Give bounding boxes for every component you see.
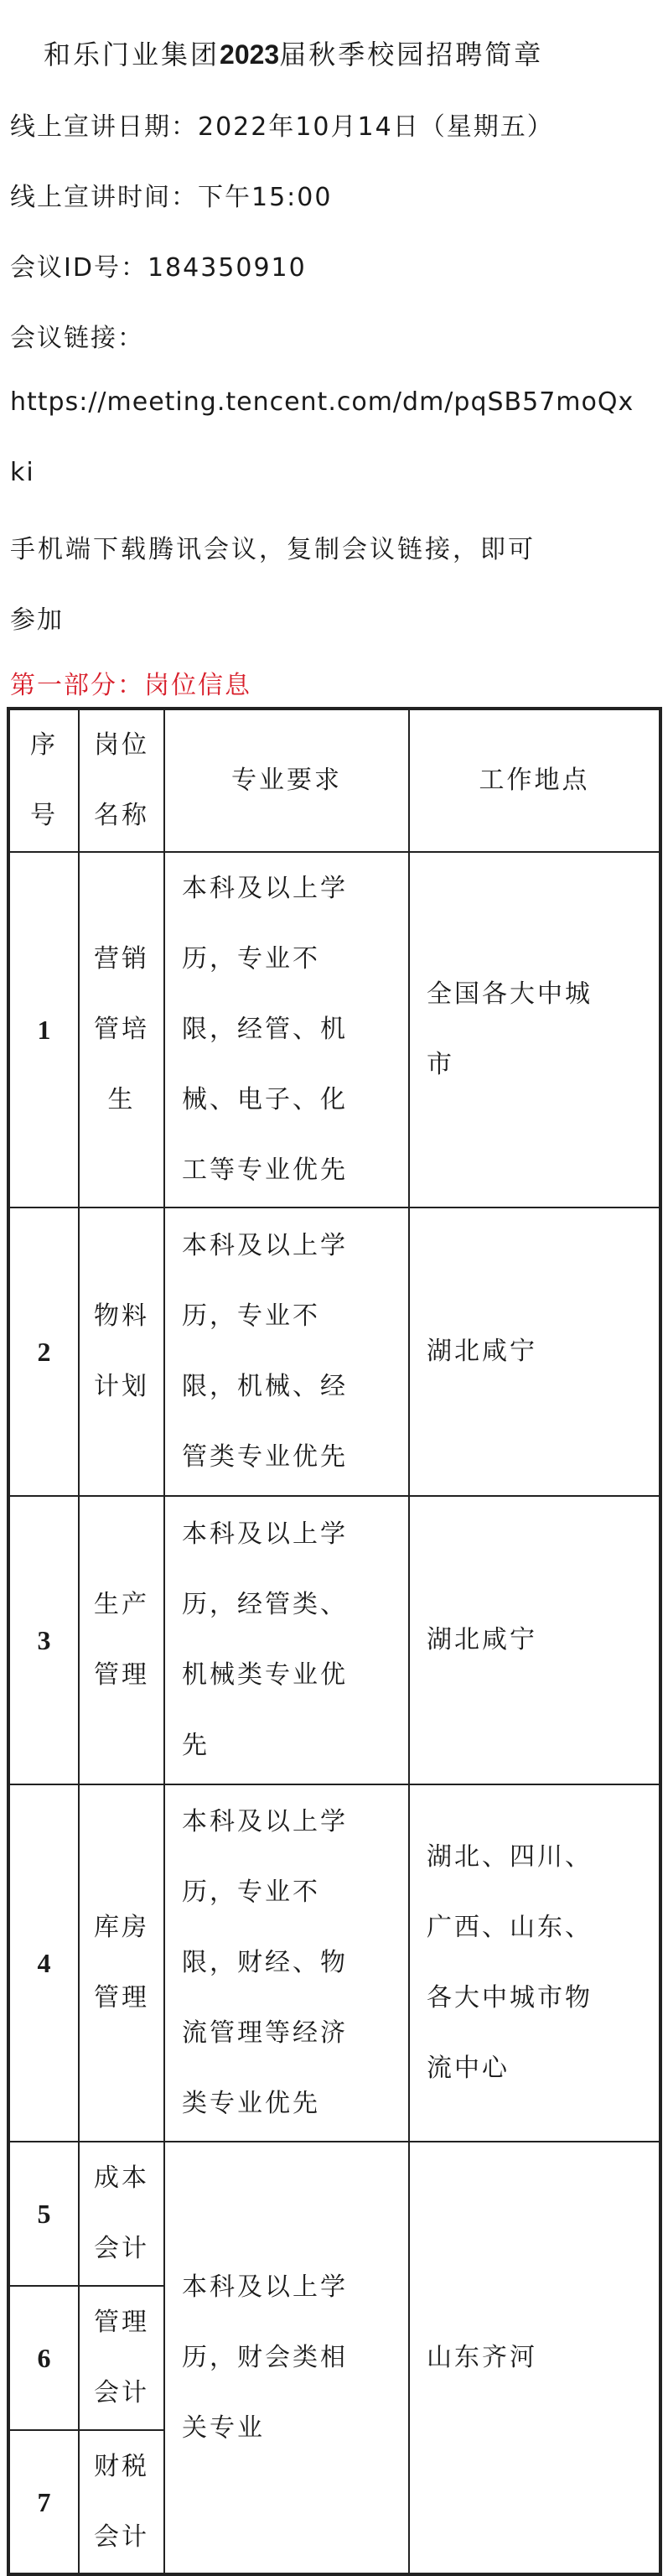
row-job-name: 生产 管理 — [79, 1496, 164, 1784]
header-num: 序 号 — [8, 709, 79, 852]
meeting-link-continued[interactable]: ki — [10, 458, 35, 487]
row-job-name: 库房 管理 — [79, 1784, 164, 2142]
table-row — [8, 1496, 660, 1784]
row-num: 1 — [8, 852, 79, 1208]
header-name: 岗位 名称 — [79, 709, 164, 852]
row-job-name: 物料 计划 — [79, 1208, 164, 1496]
row-location: 湖北、四川、 广西、山东、 各大中城市物 流中心 — [409, 1784, 660, 2142]
section-heading: 第一部分：岗位信息 — [10, 671, 251, 700]
title-suffix: 届秋季校园招聘简章 — [279, 39, 544, 70]
row-job-name: 营销 管培 生 — [79, 852, 164, 1208]
row-num: 3 — [8, 1496, 79, 1784]
row-location-shared: 山东齐河 — [409, 2142, 660, 2574]
date-line: 线上宣讲日期：2022年10月14日（星期五） — [10, 112, 554, 142]
row-location: 湖北咸宁 — [409, 1496, 660, 1784]
row-num: 2 — [8, 1208, 79, 1496]
row-job-name: 管理 会计 — [79, 2286, 164, 2430]
header-location: 工作地点 — [409, 709, 660, 852]
link-label: 会议链接： — [10, 324, 144, 353]
row-num: 4 — [8, 1784, 79, 2142]
row-num: 7 — [8, 2430, 79, 2574]
table-row — [8, 1784, 660, 2142]
table-row — [8, 1208, 660, 1496]
row-location: 全国各大中城 市 — [409, 852, 660, 1208]
title-prefix: 和乐门业集团 — [44, 39, 220, 70]
job-table — [7, 707, 662, 2576]
meeting-link[interactable]: https://meeting.tencent.com/dm/pqSB57moQx — [10, 387, 634, 417]
row-major: 本科及以上学 历，专业不 限，经管、机 械、电子、化 工等专业优先 — [164, 852, 409, 1208]
table-row — [8, 852, 660, 1208]
row-major: 本科及以上学 历，经管类、 机械类专业优 先 — [164, 1496, 409, 1784]
row-location: 湖北咸宁 — [409, 1208, 660, 1496]
table-header-row — [8, 709, 660, 852]
title-year: 2023 — [220, 39, 280, 70]
row-major: 本科及以上学 历，专业不 限，机械、经 管类专业优先 — [164, 1208, 409, 1496]
title — [44, 34, 543, 72]
header-major: 专业要求 — [164, 709, 409, 852]
meeting-id-line: 会议ID号：184350910 — [10, 253, 307, 283]
time-line: 线上宣讲时间：下午15:00 — [10, 183, 333, 212]
table-row — [8, 2142, 660, 2286]
row-num: 6 — [8, 2286, 79, 2430]
row-job-name: 成本 会计 — [79, 2142, 164, 2286]
instruction-line-2: 参加 — [10, 605, 64, 635]
row-job-name: 财税 会计 — [79, 2430, 164, 2574]
row-major: 本科及以上学 历，专业不 限，财经、物 流管理等经济 类专业优先 — [164, 1784, 409, 2142]
row-major-shared: 本科及以上学 历，财会类相 关专业 — [164, 2142, 409, 2574]
row-num: 5 — [8, 2142, 79, 2286]
instruction-line-1: 手机端下载腾讯会议，复制会议链接，即可 — [10, 535, 536, 564]
